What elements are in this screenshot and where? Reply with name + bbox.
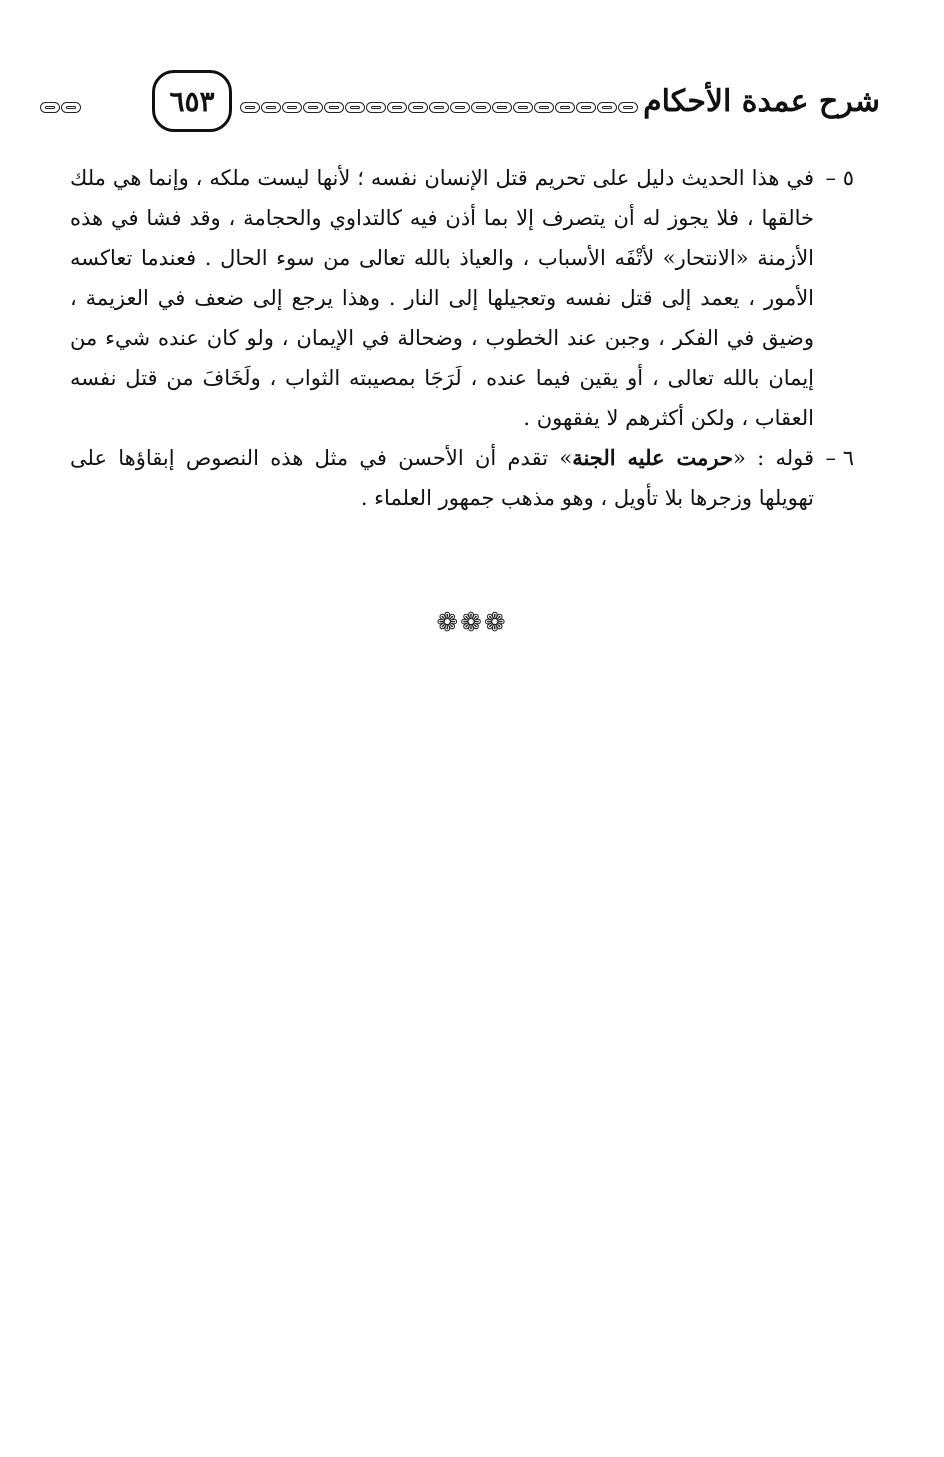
- chain-link-icon: [429, 102, 449, 113]
- chain-link-icon: [40, 102, 60, 113]
- decorative-chain-left: [40, 102, 98, 116]
- chain-link-icon: [261, 102, 281, 113]
- chain-link-icon: [471, 102, 491, 113]
- chain-link-icon: [576, 102, 596, 113]
- chain-link-icon: [492, 102, 512, 113]
- page-body: [70, 158, 854, 518]
- chain-link-icon: [366, 102, 386, 113]
- hadith-quote: حرمت عليه الجنة: [572, 445, 733, 470]
- chain-link-icon: [618, 102, 638, 113]
- paragraph-continuation: » تقدم أن الأحسن في مثل هذه النصوص إبقاؤها على تهويلها وزجرها بلا تأويل ، وهو مذهب جمهور العلماء .: [70, 446, 814, 510]
- chain-link-icon: [534, 102, 554, 113]
- chain-link-icon: [408, 102, 428, 113]
- chain-link-icon: [303, 102, 323, 113]
- chain-link-icon: [450, 102, 470, 113]
- chain-link-icon: [597, 102, 617, 113]
- chain-link-icon: [61, 102, 81, 113]
- chain-link-icon: [345, 102, 365, 113]
- chain-link-icon: [555, 102, 575, 113]
- paragraph-text: في هذا الحديث دليل على تحريم قتل الإنسان نفسه ؛ لأنها ليست ملكه ، وإنما هي ملك خالقها ، فلا يجوز له أن يتصرف إلا بما أذن فيه كالتداوي والحجامة ، وقد فشا في هذه الأزمنة «الانتحار» لأتْفَه الأسباب ، والعياذ بالله تعالى من سوء الحال . فعندما تعاكسه الأمور ، يعمد إلى قتل نفسه وتعجيلها إلى النار . وهذا يرجع إلى ضعف في العزيمة ، وضيق في الفكر ، وجبن عند الخطوب ، وضحالة في الإيمان ، ولو كان عنده شيء من إيمان بالله تعالى ، أو يقين فيما عنده ، لَرَجَا بمصيبته الثواب ، ولَخَافَ من قتل نفسه العقاب ، ولكن أكثرهم لا يفقهون .: [70, 166, 814, 430]
- numbered-paragraph: [70, 438, 854, 518]
- book-title: شرح عمدة الأحكام: [643, 84, 880, 119]
- chain-link-icon: [240, 102, 260, 113]
- chain-link-icon: [513, 102, 533, 113]
- running-header: [40, 70, 880, 140]
- numbered-paragraph: [70, 158, 854, 438]
- chain-link-icon: [324, 102, 344, 113]
- decorative-chain-middle: [240, 102, 635, 116]
- page-number: ٦٥٣: [152, 70, 232, 132]
- paragraph-text: [70, 438, 814, 518]
- chain-link-icon: [282, 102, 302, 113]
- chain-link-icon: [387, 102, 407, 113]
- quote-prefix: قوله : «: [732, 446, 815, 470]
- paragraph-number: ٥ –: [825, 166, 854, 190]
- paragraph-number: ٦ –: [825, 446, 854, 470]
- section-end-ornament: ❁❁❁: [436, 608, 508, 638]
